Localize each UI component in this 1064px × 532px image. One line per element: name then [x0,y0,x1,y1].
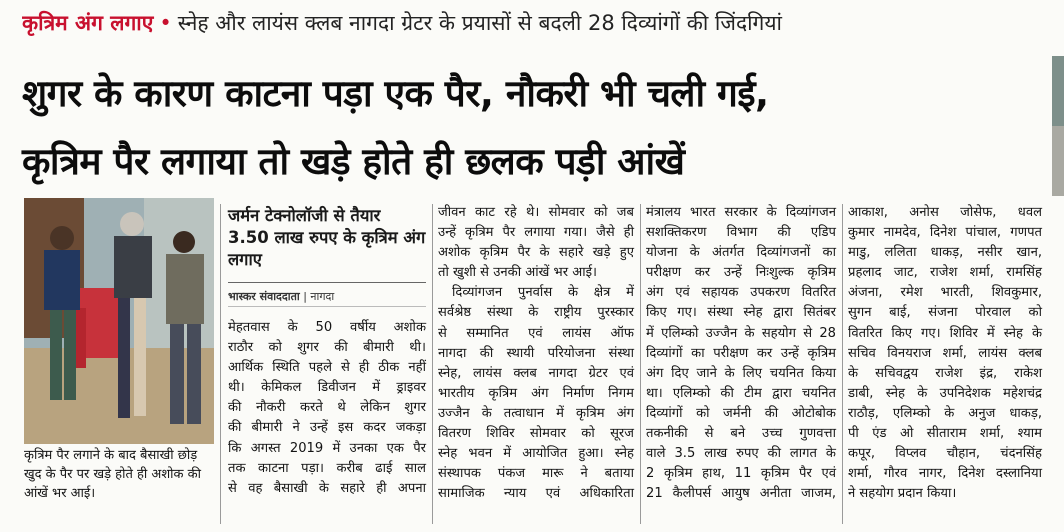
column-line: की नौकरी करते थे लेकिन शुगर [228,400,426,416]
column-line: राठौड़, एलिम्को के अनुज धाकड़, [848,405,1042,421]
column-line: सशक्तिकरण विभाग की एडिप [646,225,836,241]
headline-line-1: शुगर के कारण काटना पड़ा एक पैर, नौकरी भी चली गई, [22,72,769,115]
kicker-tag: कृत्रिम अंग लगाए [22,11,154,35]
column-line: तकनीकी से बने उच्च गुणवत्ता [646,426,836,442]
article-column-1 [228,318,426,499]
column-line: दिव्यांगजन पुनर्वास के क्षेत्र में [452,285,634,301]
column-line: अंजना, रमेश भारती, शिवकुमार, [848,285,1042,301]
column-line: दिव्यांगों को जर्मनी की ओटोबोक [646,405,836,421]
photo-caption: कृत्रिम पैर लगाने के बाद बैसाखी छोड़ खुद के पैर पर खड़े होते ही अशोक की आंखें भर आई। [24,448,201,501]
article-column-4 [848,203,1042,504]
column-line: कुमार नामदेव, दिनेश पांचाल, गणपत [848,225,1042,241]
column-line: अशोक कृत्रिम पैर के सहारे खड़े हुए [438,245,634,261]
column-line: संस्थापक पंकज मारू ने बताया [438,466,634,482]
column-line: परीक्षण कर उन्हें निःशुल्क कृत्रिम [646,265,836,281]
column-divider [842,204,843,524]
byline-place: नागदा [310,290,335,303]
column-line: योजना के अंतर्गत दिव्यांगजनों का [646,245,836,261]
column-line: मेहतवास के 50 वर्षीय अशोक [228,320,426,335]
column-line: प्रहलाद जाट, राजेश शर्मा, रामसिंह [848,265,1042,281]
column-line: स्नेह, लायंस क्लब नागदा ग्रेटर एवं [438,365,634,381]
column-line: मंत्रालय भारत सरकार के दिव्यांगजन [646,205,836,220]
adjacent-photo-edge-lower [1052,126,1064,196]
column-divider [432,204,433,524]
column-line: भारतीय कृत्रिम अंग निर्माण निगम [438,385,634,401]
divider [228,282,426,283]
column-line: सामाजिक न्याय एवं अधिकारिता [438,486,634,502]
column-line: सचिव विनयराज शर्मा, लायंस क्लब [848,345,1042,361]
column-line: वितरित किए गए। शिविर में स्नेह के [848,325,1042,341]
column-line: तक काटना पड़ा। करीब ढाई साल [228,460,426,476]
column-line: कि अगस्त 2019 में उनका एक पैर [228,440,426,456]
column-line: जीवन काट रहे थे। सोमवार को जब [438,205,634,220]
column-line: किए गए। संस्था स्नेह द्वारा सितंबर [646,305,836,321]
byline-source: भास्कर संवाददाता [228,290,300,303]
column-line: आकाश, अनोस जोसेफ, धवल [848,205,1042,220]
kicker-text: स्नेह और लायंस क्लब नागदा ग्रेटर के प्रयासों से बदली 28 दिव्यांगों की जिंदगियां [177,11,782,35]
column-line: अंग एवं सहायक उपकरण वितरित [646,285,836,301]
column-line: उज्जैन के तत्वाधान में कृत्रिम अंग [438,405,634,421]
article-column-3 [646,203,836,504]
column-line: ने सहयोग प्रदान किया। [848,486,957,502]
column-line: में एलिम्को उज्जैन के सहयोग से 28 [646,325,836,341]
column-divider [220,204,221,524]
column-line: नागदा की स्थायी परियोजना संस्था [438,345,634,361]
column-line: था। एलिम्को की टीम द्वारा चयनित [646,385,836,401]
kicker-separator: • [159,11,172,35]
column-line: डाबी, स्नेह के उपनिदेशक महेशचंद्र [848,385,1042,401]
column-line: आर्थिक स्थिति पहले से ही ठीक नहीं [228,360,426,376]
sidebar-subhead: जर्मन टेक्नोलॉजी से तैयार 3.50 लाख रुपए के कृत्रिम अंग लगाए [228,206,426,269]
column-line: माडु, ललिता धाकड़, नसीर खान, [848,245,1042,261]
column-line: सर्वश्रेष्ठ संस्था के राष्ट्रीय पुरस्कार [438,305,634,321]
column-line: 21 कैलीपर्स आयुष अनीता जाजम, [646,486,836,502]
adjacent-photo-edge [1052,56,1064,126]
column-line: उन्हें कृत्रिम पैर लगाया गया। जैसे ही [438,225,634,241]
column-line: के सचिवद्वय राजेश इंद्र, राकेश [848,365,1042,381]
column-line: तो खुशी से उनकी आंखें भर आई। [438,265,597,281]
column-divider [640,204,641,524]
column-line: राठौर को शुगर की बीमारी थी। [228,340,426,356]
column-line: अंग दिए जाने के लिए चयनित किया [646,365,836,381]
news-photo [24,198,214,444]
column-line: शर्मा, गौरव नागर, दिनेश दस्लानिया [848,466,1042,482]
column-line: की बीमारी ने उन्हें इस कदर जकड़ा [228,420,426,436]
column-line: वाले 3.5 लाख रुपए की लागत के [646,446,836,462]
column-line: से वह बैसाखी के सहारे ही अपना [228,480,426,496]
article-column-2 [438,203,634,504]
column-line: थी। केमिकल डिवीजन में ड्राइवर [228,380,426,396]
kicker [22,6,1052,40]
column-line: 2 कृत्रिम हाथ, 11 कृत्रिम पैर एवं [646,466,836,482]
column-line: सुगन बाई, संजना पोरवाल को [848,305,1042,321]
column-line: स्नेह भवन में आयोजित हुआ। स्नेह [438,446,634,462]
column-line: दिव्यांगों का परीक्षण कर उन्हें कृत्रिम [646,345,836,361]
byline: भास्कर संवाददाता | नागदा [228,290,335,303]
column-line: वितरण शिविर सोमवार को सूरज [438,426,634,442]
headline-line-2: कृत्रिम पैर लगाया तो खड़े होते ही छलक पड़ी आंखें [22,140,685,183]
column-line: कपूर, विप्लव चौहान, चंदनसिंह [848,446,1042,462]
column-line: पी एंड ओ सीताराम शर्मा, श्याम [848,426,1042,442]
column-line: से सम्मानित एवं लायंस ऑफ [438,325,634,341]
divider [228,306,426,307]
